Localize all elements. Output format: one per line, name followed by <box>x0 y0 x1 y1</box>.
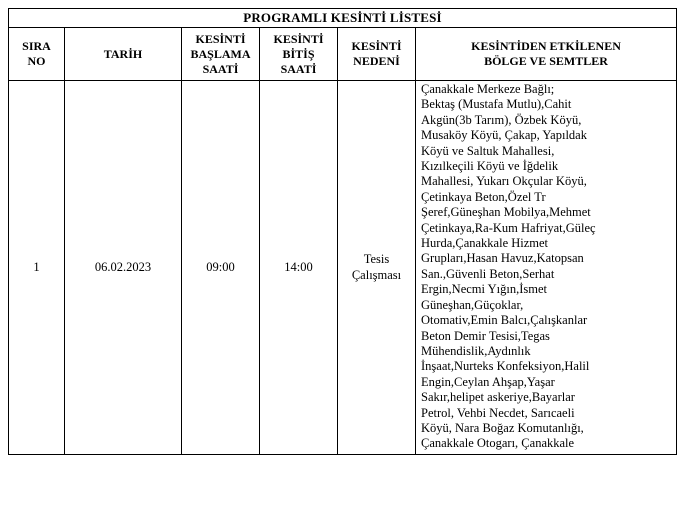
region-line: Şeref,Güneşhan Mobilya,Mehmet <box>421 205 591 220</box>
table-header-row <box>9 28 677 81</box>
cell-neden-line: Çalışması <box>351 268 402 283</box>
region-line: Güneşhan,Güçoklar, <box>421 297 524 312</box>
region-line: Ergin,Necmi Yığın,İsmet <box>421 282 548 297</box>
region-line: Beton Demir Tesisi,Tegas <box>421 328 550 343</box>
region-line: Bektaş (Mustafa Mutlu),Cahit <box>421 97 572 112</box>
region-line: Musaköy Köyü, Çakap, Yapıldak <box>421 128 587 143</box>
cell-sira-no: 1 <box>9 81 65 455</box>
table-title-row <box>9 9 677 28</box>
region-line: Grupları,Hasan Havuz,Katopsan <box>421 251 584 266</box>
cell-bolge-semtler <box>416 81 677 455</box>
region-line: İnşaat,Nurteks Konfeksiyon,Halil <box>421 359 590 374</box>
region-line: Otomativ,Emin Balcı,Çalışkanlar <box>421 313 588 328</box>
header-baslama-saati <box>182 28 260 81</box>
region-line: Petrol, Vehbi Necdet, Sarıcaeli <box>421 405 575 420</box>
cell-neden-line: Tesis <box>363 252 390 267</box>
cell-kesinti-nedeni <box>338 81 416 455</box>
header-bitis-line: SAATİ <box>280 61 317 76</box>
header-bolge-line: KESİNTİDEN ETKİLENEN <box>471 39 621 53</box>
region-line: Çanakkale Merkeze Bağlı; <box>421 82 555 96</box>
region-line: Çanakkale Otogarı, Çanakkale <box>421 436 575 451</box>
outage-list-sheet <box>8 8 676 455</box>
header-sira-no-line: SIRA <box>22 39 51 53</box>
region-line: Mühendislik,Aydınlık <box>421 343 531 358</box>
region-line: Kızılkeçili Köyü ve İğdelik <box>421 159 559 174</box>
header-baslama-line: SAATİ <box>202 61 239 76</box>
region-line: Köyü ve Saltuk Mahallesi, <box>421 143 555 158</box>
region-line: Çetinkaya Beton,Özel Tr <box>421 189 546 204</box>
region-line: Sakır,helipet askeriye,Bayarlar <box>421 390 575 405</box>
header-bitis-line: BİTİŞ <box>282 46 315 61</box>
header-neden-line: NEDENİ <box>353 54 400 68</box>
header-bitis-line: KESİNTİ <box>273 31 324 46</box>
header-baslama-line: KESİNTİ <box>195 31 246 46</box>
table-title: PROGRAMLI KESİNTİ LİSTESİ <box>9 9 677 28</box>
region-line: Akgün(3b Tarım), Özbek Köyü, <box>421 112 582 127</box>
region-line: Mahallesi, Yukarı Okçular Köyü, <box>421 174 587 189</box>
region-line: Hurda,Çanakkale Hizmet <box>421 236 549 251</box>
header-kesinti-nedeni <box>338 28 416 81</box>
region-line: San.,Güvenli Beton,Serhat <box>421 266 555 281</box>
region-line: Çetinkaya,Ra-Kum Hafriyat,Güleç <box>421 220 596 235</box>
header-sira-no <box>9 28 65 81</box>
region-line: Köyü, Nara Boğaz Komutanlığı, <box>421 420 584 435</box>
header-baslama-line: BAŞLAMA <box>190 46 251 61</box>
cell-tarih: 06.02.2023 <box>65 81 182 455</box>
header-bitis-saati <box>260 28 338 81</box>
header-tarih: TARİH <box>65 28 182 81</box>
header-neden-line: KESİNTİ <box>351 39 402 53</box>
header-bolge-line: BÖLGE VE SEMTLER <box>484 54 608 68</box>
table-row <box>9 81 677 455</box>
cell-bitis-saati: 14:00 <box>260 81 338 455</box>
region-line: Engin,Ceylan Ahşap,Yaşar <box>421 374 555 389</box>
header-bolge-semtler <box>416 28 677 81</box>
outage-table <box>8 8 677 455</box>
header-sira-no-line: NO <box>27 54 46 68</box>
cell-baslama-saati: 09:00 <box>182 81 260 455</box>
